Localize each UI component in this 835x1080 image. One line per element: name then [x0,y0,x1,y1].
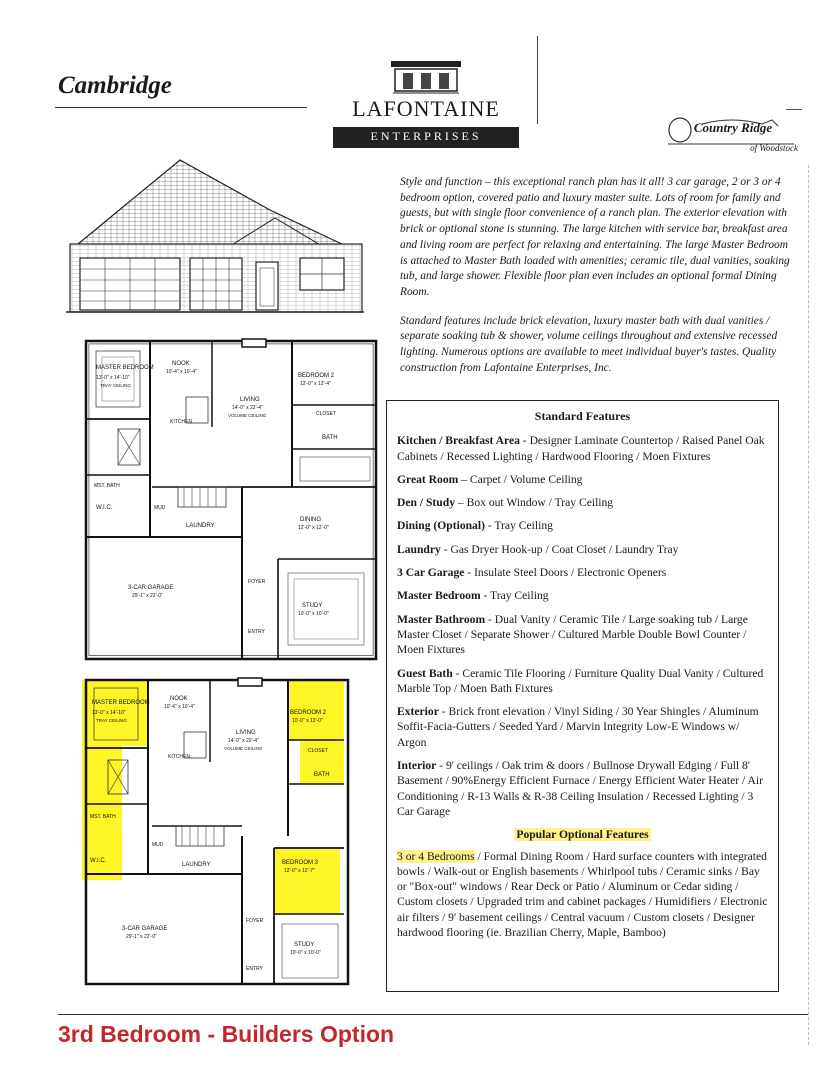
feature-item [397,433,768,464]
plan-label: MUD [154,505,166,511]
feature-item [397,472,768,487]
feature-text: - Tray Ceiling [480,589,549,603]
feature-item [397,565,768,580]
feature-item [397,588,768,603]
plan-label: 3-CAR GARAGE [122,926,168,932]
plan-label: FOYER [246,918,264,924]
bedroom-option-highlight: 3 or 4 Bedrooms [397,849,475,863]
plan-label: CLOSET [308,748,329,754]
plan-label: LAUNDRY [186,523,215,529]
plan-label: 12'-0" x 12'-7" [284,868,315,874]
plan-label: 13'-0" x 14'-10" [92,710,126,716]
plan-label: TRAY CEILING [100,383,131,388]
plan-label: 10'-4" x 10'-4" [164,704,195,710]
feature-label: Kitchen / Breakfast Area [397,434,520,448]
plan-label: CLOSET [316,411,337,417]
plan-label: KITCHEN [170,419,192,425]
feature-item [397,666,768,697]
feature-item [397,495,768,510]
plan-label: 12'-0" x 12'-0" [298,525,329,531]
bottom-divider [58,1014,808,1015]
plan-label: TRAY CEILING [96,718,127,723]
optional-features-list: / Formal Dining Room / Hard surface counters with integrated bowls / Walk-out or English basements / Whirlpool tubs / Ceramic sinks / Bay or "Box-out" windows / Rear Deck or Patio / Aluminum or Cedar siding / Custom closets / Upgraded trim and cabinet packages / Humidifiers / Electronic air filters / 9' basement ceilings / Central vacuum / Custom closets / Designer hardwood flooring (ie. Brazilian Cherry, Maple, Bamboo) [397,849,768,940]
plan-label: VOLUME CEILING [228,413,267,418]
feature-label: Master Bathroom [397,612,486,626]
plan-label: 14'-0" x 22'-4" [228,738,259,744]
plan-label: 10'-4" x 10'-4" [166,369,197,375]
plan-label: LAUNDRY [182,862,211,868]
feature-label: 3 Car Garage [397,566,465,580]
plan-label: NOOK [170,696,188,702]
country-ridge-name: Country Ridge [693,120,773,135]
plan-label: KITCHEN [168,754,190,760]
plan-description [400,175,790,389]
floor-plan-bedroom-option [82,676,380,988]
feature-text: - 9' ceilings / Oak trim & doors / Bullnose Drywall Edging / Full 8' Basement / 90%Energy Efficient Furnace / Energy Efficient Water Heater / Air Conditioning / R-13 Walls & R-38 Ceiling Insulation / Recessed Lighting / 3 Car Garage [397,759,763,818]
feature-item [397,612,768,658]
feature-text: - Tray Ceiling [484,519,553,533]
feature-label: Great Room [397,472,459,486]
plan-label: BEDROOM 2 [290,710,327,716]
description-paragraph: Standard features include brick elevation, luxury master bath with dual vanities / separate soaking tub & shower, volume ceilings throughout and extensive recessed lighting. Numerous options are available to meet individual buyer's tastes. Quality construction from Lafontaine Enterprises, Inc. [400,314,778,374]
plan-label: 13'-0" x 14'-10" [96,375,130,381]
plan-label: W.I.C. [90,858,107,864]
feature-text: - Designer Laminate Countertop / Raised Panel Oak Cabinets / Recessed Lighting / Hardwood Flooring / Moen Fixtures [397,434,765,463]
plan-label: 12'-0" x 12'-4" [300,381,331,387]
plan-label: BEDROOM 2 [298,373,335,379]
optional-features-text [397,849,768,941]
optional-features-heading-wrap [397,827,768,842]
feature-item [397,518,768,533]
plan-label: MASTER BEDROOM [96,365,154,371]
plan-label: VOLUME CEILING [224,746,263,751]
plan-label: DINING [300,517,321,523]
plan-label: 10'-0" x 12'-0" [292,718,323,724]
country-ridge-sub: of Woodstock [750,143,798,153]
plan-label: BEDROOM 3 [282,860,319,866]
plan-label: 29'-1" x 22'-0" [126,934,157,940]
plan-label: LIVING [236,730,256,736]
plan-label: MUD [152,842,164,848]
highlight-bedroom-3 [274,848,340,914]
standard-features-list [397,433,768,819]
bedroom-option-caption: 3rd Bedroom - Builders Option [58,1021,395,1047]
plan-label: W.I.C. [96,505,113,511]
feature-text: – Carpet / Volume Ceiling [458,472,583,486]
feature-text: – Box out Window / Tray Ceiling [455,496,614,510]
title-divider [55,107,307,108]
plan-label: 3-CAR GARAGE [128,585,174,591]
page-edge [808,165,810,1045]
floor-plan-standard [82,337,380,662]
description-paragraph: Style and function – this exceptional ranch plan has it all! 3 car garage, 2 or 3 or 4 bedroom option, covered patio and luxury master suite. Lots of room for family and guests, but with single floor convenience of a ranch plan. The exterior elevation with brick or optional stone is stunning. The large kitchen with service bar, breakfast area and living room are perfect for relaxing and entertaining. The large Master Bedroom is attached to Master Bath loaded with amenities; ceramic tile, dual vanities, soaking tub, and large shower. Flexible floor plan even includes an optional formal Dining Room. [400,176,790,298]
plan-label: STUDY [294,942,315,948]
plan-label: MST. BATH [90,814,116,820]
plan-label: MASTER BEDROOM [92,700,150,706]
plan-label: NOOK [172,361,190,367]
feature-label: Master Bedroom [397,589,481,603]
plan-label: ENTRY [248,629,265,635]
feature-item [397,704,768,750]
plan-label: BATH [314,772,330,778]
logo-sub: ENTERPRISES [370,129,482,143]
features-box [386,400,779,992]
feature-label: Interior [397,759,437,773]
logo-name: LAFONTAINE [352,96,500,121]
feature-text: - Gas Dryer Hook-up / Coat Closet / Laundry Tray [440,542,679,556]
plan-label: BATH [322,435,338,441]
house-elevation-drawing [60,158,366,318]
feature-item [397,542,768,557]
feature-label: Guest Bath [397,666,453,680]
feature-item [397,758,768,819]
vertical-divider [537,36,538,124]
standard-features-heading: Standard Features [534,409,631,423]
feature-text: - Dual Vanity / Ceramic Tile / Large soaking tub / Large Master Closet / Separate Shower / Cultured Marble Double Bowl Counter / Moen Fixtures [397,612,748,657]
feature-label: Dining (Optional) [397,519,485,533]
plan-label: 10'-0" x 10'-0" [298,611,329,617]
feature-text: - Ceramic Tile Flooring / Furniture Quality Dual Vanity / Cultured Marble Top / Moen Bath Fixtures [397,666,764,695]
feature-label: Laundry [397,542,441,556]
plan-label: ENTRY [246,966,263,972]
feature-text: - Brick front elevation / Vinyl Siding / 30 Year Shingles / Aluminum Soffit-Facia-Gutters / Seeded Yard / Marvin Integrity Low-E Windows w/ Argon [397,705,759,749]
plan-label: 14'-0" x 22'-4" [232,405,263,411]
plan-label: 10'-0" x 10'-0" [290,950,321,956]
feature-text: - Insulate Steel Doors / Electronic Openers [464,566,667,580]
optional-features-heading: Popular Optional Features [516,828,649,842]
plan-label: MST. BATH [94,483,120,489]
feature-label: Den / Study [397,496,455,510]
feature-label: Exterior [397,705,439,719]
plan-label: FOYER [248,579,266,585]
plan-label: LIVING [240,397,260,403]
edge-mark [786,109,802,110]
plan-label: 29'-1" x 22'-0" [132,593,163,599]
plan-label: STUDY [302,603,323,609]
page-title: Cambridge [58,72,172,99]
